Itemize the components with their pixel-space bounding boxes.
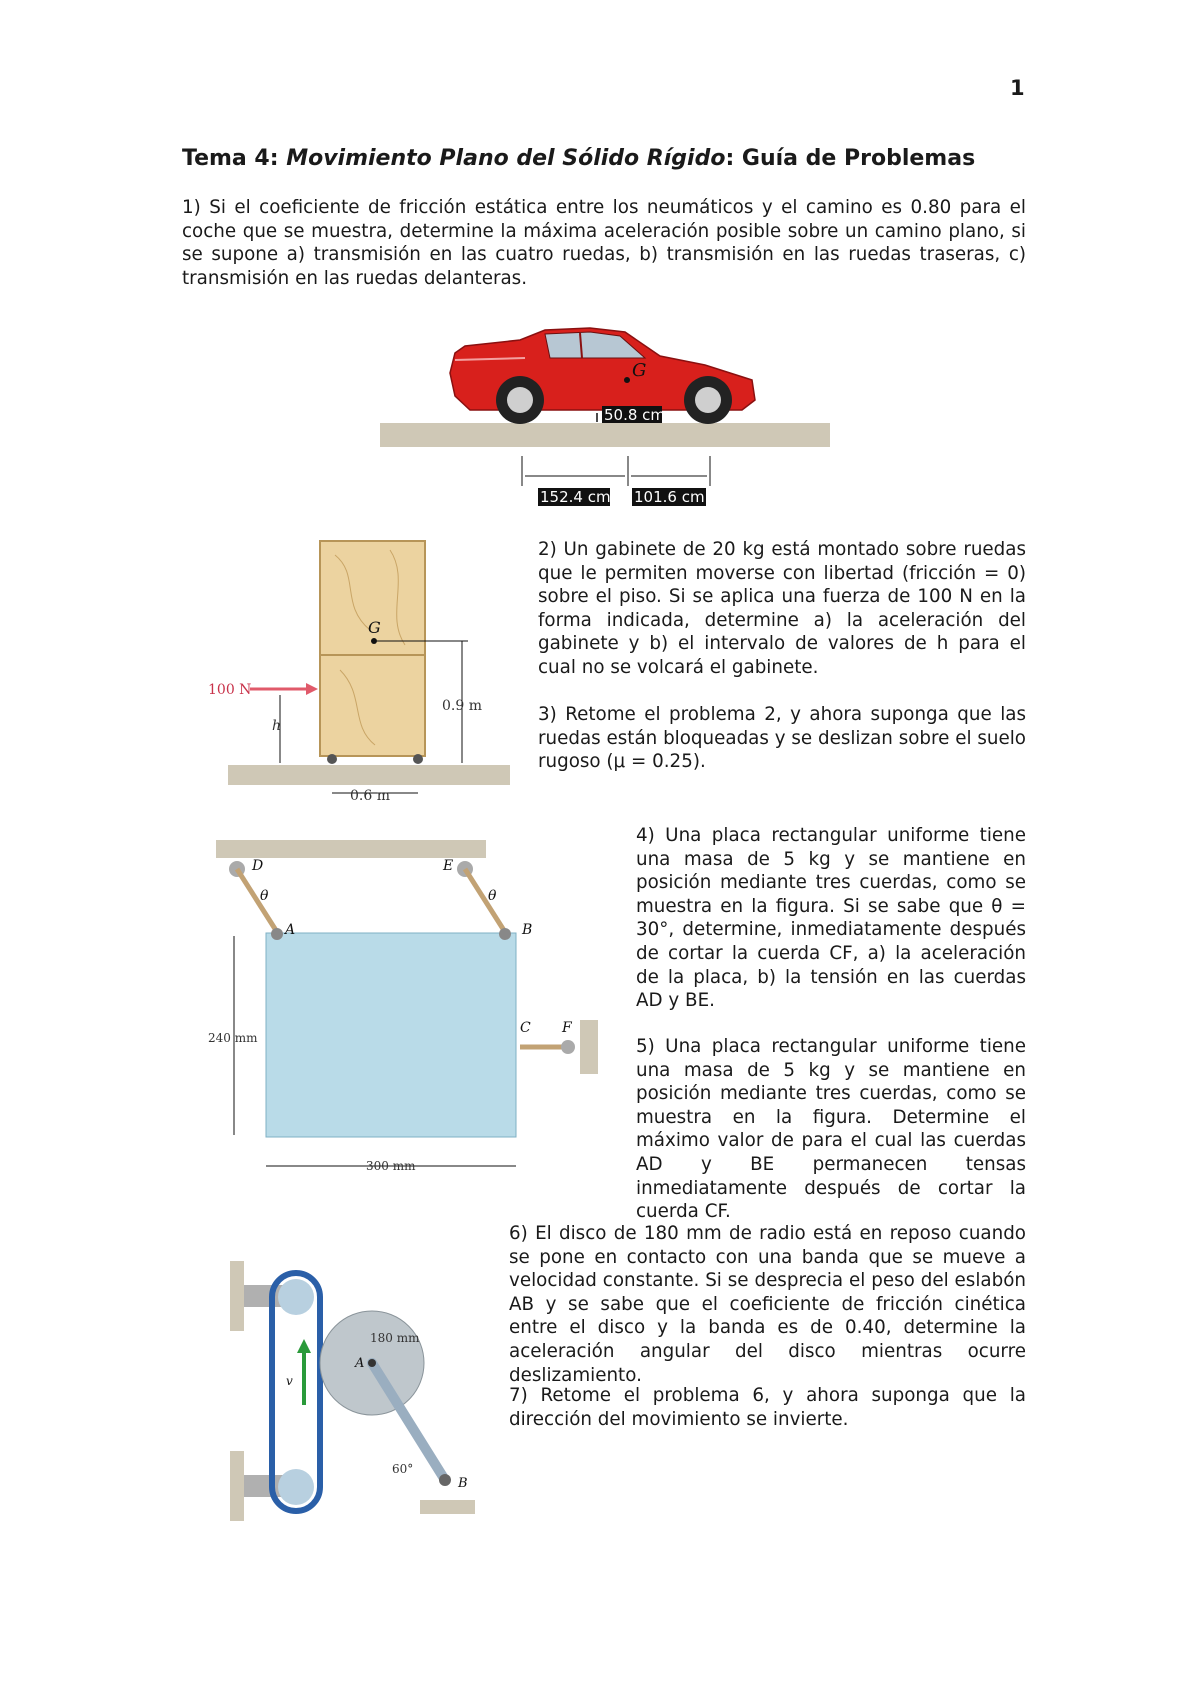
cord-ad [237,869,277,932]
pin-a [271,928,283,940]
plate-width-label: 300 mm [366,1159,416,1173]
pin-b [439,1474,451,1486]
velocity-arrowhead [297,1339,311,1353]
problem-6-text: 6) El disco de 180 mm de radio está en reposo cuando se pone en contacto con una banda que se mueve a velocidad constante. Si se desprecia el peso del eslabón AB y se sabe que el coeficiente de fricción cinética entre el disco y la banda es de 0.40, determine la aceleración angular del disco mientras ocurre deslizamiento. [509,1223,1026,1386]
cabinet-illustration [320,541,425,764]
cabinet-force-label: 100 N [208,682,252,698]
label-c: C [520,1020,531,1036]
cabinet-center-label: G [368,618,381,637]
angle-label: 60° [392,1462,414,1476]
floor-support [420,1500,475,1514]
cabinet-height-label: 0.9 m [442,698,482,714]
car-figure [370,318,850,508]
upper-pulley [278,1279,314,1315]
force-arrowhead [306,683,318,695]
label-d: D [252,858,264,874]
problem-5-text: 5) Una placa rectangular uniforme tiene una masa de 5 kg y se mantiene en posición mediante tres cuerdas, como se muestra en la figura. Determine el máximo valor de para el cual las cuerdas AD y BE permanecen tensas inmediatamente después de cortar la cuerda CF. [636,1036,1026,1223]
radius-label: 180 mm [370,1331,420,1345]
cabinet-width-label: 0.6 m [350,788,390,804]
plate [266,933,516,1137]
label-b: B [458,1476,468,1491]
page-number: 1 [1010,76,1025,100]
cord-be [465,869,505,932]
title-emphasis: Movimiento Plano del Sólido Rígido [286,146,726,171]
car-height-label: 50.8 cm [604,406,666,424]
car-center-label: G [632,360,647,381]
plate-height-label: 240 mm [208,1031,258,1045]
label-f: F [562,1020,572,1036]
theta-label-right: θ [488,888,497,904]
label-e: E [443,858,454,874]
problem-3-text: 3) Retome el problema 2, y ahora suponga que las ruedas están bloqueadas y se deslizan sobre el suelo rugoso (μ = 0.25). [538,704,1026,773]
problem-1-text: 1) Si el coeficiente de fricción estática entre los neumáticos y el camino es 0.80 para el coche que se muestra, determine la máxima aceleración posible sobre un camino plano, si se supone a) transmisión en las cuatro ruedas, b) transmisión en las ruedas traseras, c) transmisión en las ruedas delanteras. [182,197,1026,289]
disk-figure [220,1255,490,1535]
road [380,423,830,447]
upper-wall-support [230,1261,244,1331]
label-a: A [285,922,296,938]
wall-support [580,1020,598,1074]
problem-7-text: 7) Retome el problema 6, y ahora suponga que la dirección del movimiento se invierte. [509,1385,1026,1430]
title-prefix: Tema 4: [182,146,287,171]
center-of-mass-point [624,377,630,383]
car-rear-label: 152.4 cm [540,488,611,506]
pin-a [368,1359,376,1367]
ceiling-support [216,840,486,858]
title-suffix: : Guía de Problemas [725,146,976,171]
plate-figure [200,832,610,1184]
cabinet-figure [200,535,510,810]
label-b: B [522,922,533,938]
page-title [182,146,975,171]
theta-label-left: θ [260,888,269,904]
floor [228,765,510,785]
lower-wall-support [230,1451,244,1521]
car-front-label: 101.6 cm [634,488,705,506]
velocity-label: v [286,1374,293,1388]
label-a: A [355,1356,365,1371]
cabinet-h-label: h [272,718,282,734]
lower-pulley [278,1469,314,1505]
problem-4-text: 4) Una placa rectangular uniforme tiene una masa de 5 kg y se mantiene en posición mediante tres cuerdas, como se muestra en la figura. Si se sabe que θ = 30°, determine, inmediatamente después de cortar la cuerda CF, a) la aceleración de la placa, b) la tensión en las cuerdas AD y BE. [636,825,1026,1012]
cabinet-center-point [371,638,377,644]
pin-f [561,1040,575,1054]
pin-b [499,928,511,940]
problem-2-text: 2) Un gabinete de 20 kg está montado sobre ruedas que le permiten moverse con libertad (fricción = 0) sobre el piso. Si se aplica una fuerza de 100 N en la forma indicada, determine a) la aceleración del gabinete y b) el intervalo de valores de h para el cual no se volcará el gabinete. [538,539,1026,678]
